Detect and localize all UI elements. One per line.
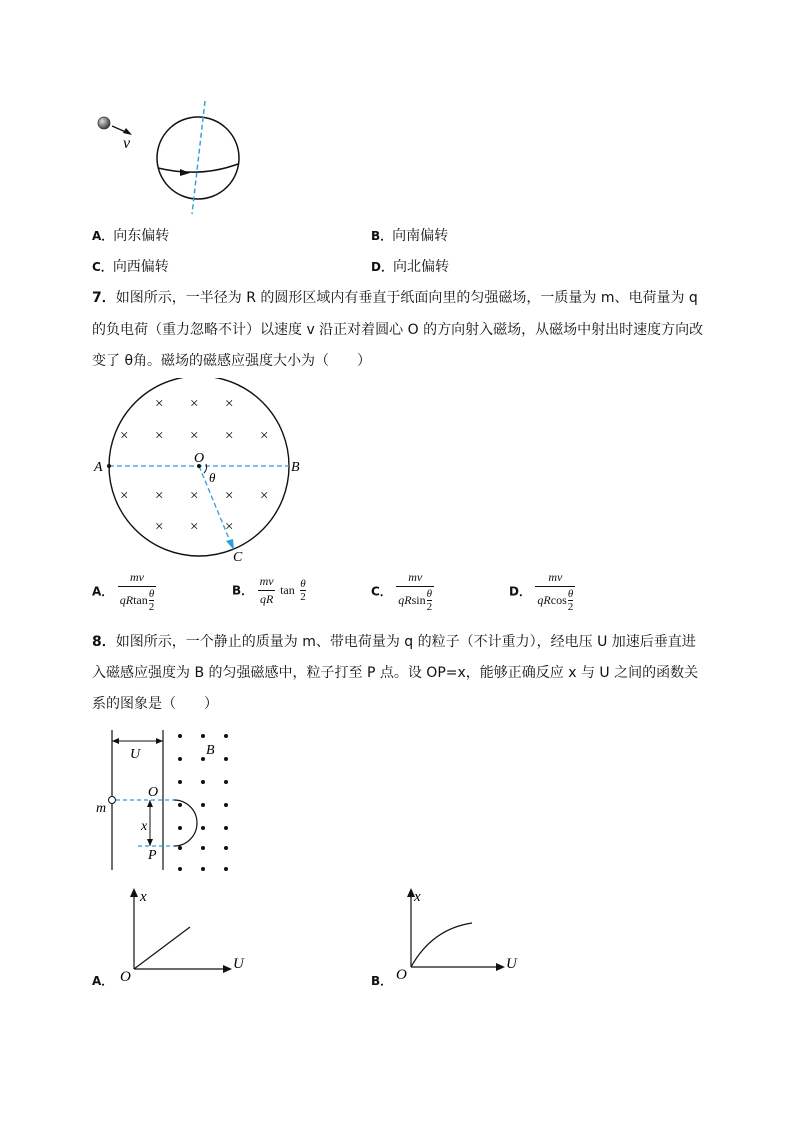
q6-option-d[interactable]: D．向北偏转 [371,259,449,275]
svg-text:×: × [155,488,164,504]
q7-option-a[interactable]: A． mv qR tan θ 2 [92,570,155,613]
svg-text:×: × [190,519,199,535]
svg-text:×: × [120,488,129,504]
q7-option-b[interactable]: B． $\frac{mv}{qR}$ tan $\frac{\theta}{2}$ [232,574,306,606]
svg-text:U: U [130,747,141,762]
q6-figure [90,96,260,221]
svg-text:×: × [225,396,234,412]
label-c: C [233,550,243,565]
graph-b-curve [411,923,472,967]
svg-text:B: B [206,743,215,758]
q8-option-a-label[interactable]: A． [92,974,114,988]
q7-option-c[interactable]: C． mv qR sin θ 2 [371,570,433,613]
v-label: v [123,135,131,152]
svg-text:U: U [233,956,244,972]
svg-text:×: × [190,428,199,444]
label-a: A [94,460,103,475]
q6-option-b[interactable]: B．向南偏转 [371,228,449,244]
svg-text:O: O [120,969,131,985]
q8-stem-line-2: 入磁感应强度为 B 的匀强磁感中，粒子打至 P 点。设 OP=x，能够正确反应 x 与 U 之间的函数关 [92,665,699,681]
particle [98,117,110,129]
svg-text:×: × [120,428,129,444]
q8-option-b-label[interactable]: B． [371,974,393,988]
label-o: O [194,451,205,466]
svg-text:×: × [155,519,164,535]
q6-option-c[interactable]: C．向西偏转 [92,259,169,275]
svg-text:P: P [148,848,157,863]
q7-stem-line-2: 的负电荷（重力忽略不计）以速度 v 沿正对着圆心 O 的方向射入磁场，从磁场中射出时速度方向改 [92,322,704,338]
svg-text:x: x [141,819,148,834]
svg-text:×: × [260,428,269,444]
svg-text:U: U [506,956,517,972]
label-theta: θ [209,470,216,485]
svg-text:×: × [225,428,234,444]
svg-text:×: × [155,428,164,444]
q6-option-a[interactable]: A．向东偏转 [92,228,170,244]
q8-graph-a[interactable] [115,885,255,985]
q8-graph-b[interactable] [392,883,532,983]
q7-option-d[interactable]: D． mv qR cos θ 2 [509,570,574,613]
q7-stem-line-3: 变了 θ角。磁场的磁感应强度大小为（ ） [92,353,372,369]
svg-text:m: m [96,801,107,816]
svg-text:×: × [190,488,199,504]
svg-text:×: × [155,396,164,412]
svg-text:x: x [414,889,421,905]
graph-a-line [134,927,190,969]
q7-stem-line-1: 7．如图所示，一半径为 R 的圆形区域内有垂直于纸面向里的匀强磁场，一质量为 m、电荷量为 q [92,290,698,306]
q8-stem-line-3: 系的图象是（ ） [92,696,218,712]
q8-stem-line-1: 8．如图所示，一个静止的质量为 m、带电荷量为 q 的粒子（不计重力），经电压 U 加速后垂直进 [92,634,696,650]
svg-text:O: O [148,785,159,800]
svg-text:x: x [140,889,147,905]
q7-figure [92,378,312,568]
svg-text:×: × [225,519,234,535]
svg-text:O: O [396,967,407,983]
svg-text:×: × [225,488,234,504]
q8-figure [92,728,242,878]
svg-text:×: × [190,396,199,412]
svg-text:×: × [260,488,269,504]
label-b: B [291,460,300,475]
